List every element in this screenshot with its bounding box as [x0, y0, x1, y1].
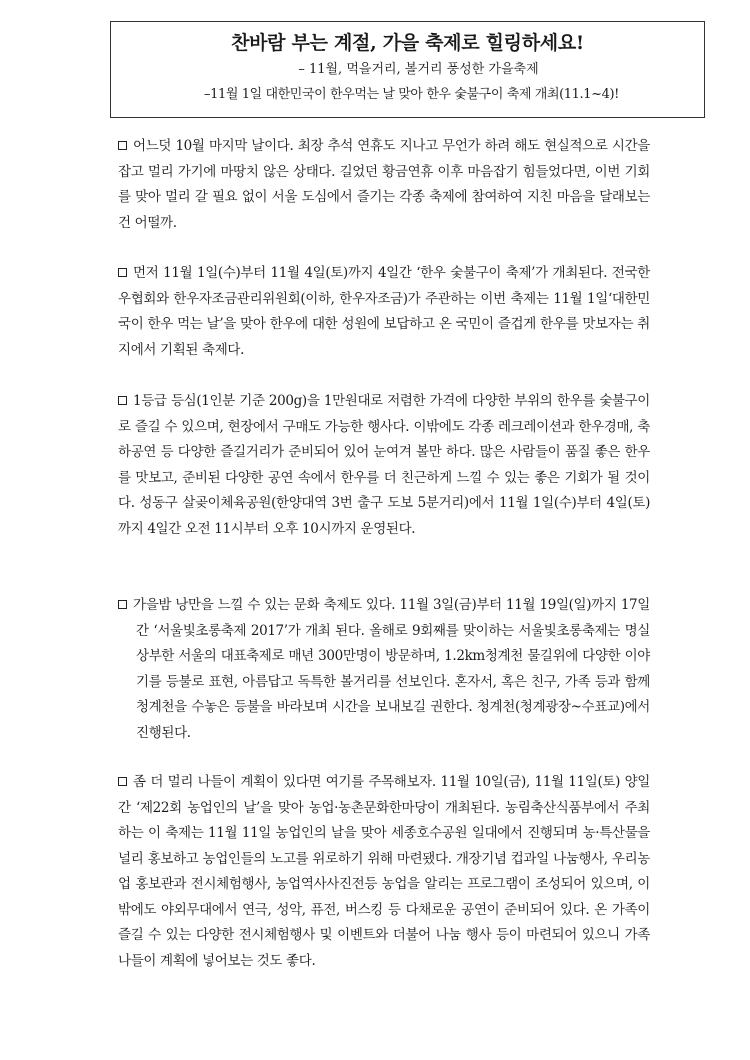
paragraph-text: 1등급 등심(1인분 기준 200g)을 1만원대로 저렴한 가격에 다양한 부위의 한우를 숯불구이로 즐길 수 있으며, 현장에서 구매도 가능한 행사다. 이밖에도 각종 레크레이션과 한우경매, 축하공연 등 다양한 즐길거리가 준비되어 있어 눈여겨 볼만 하다. 많은 사람들이 품질 좋은 한우를 맛보고, 준비된 다양한 공연 속에서 한우를 더 친근하게 느낄 수 있는 좋은 기회가 될 것이다. 성동구 살곶이체육공원(한양대역 3번 출구 도보 5분거리)에서 11월 1일(수)부터 4일(토)까지 4일간 오전 11시부터 오후 10시까지 운영된다. [118, 393, 650, 537]
headline-box [110, 21, 705, 118]
square-bullet-icon [118, 600, 127, 609]
headline-title: 찬바람 부는 계절, 가을 축제로 힐링하세요! [231, 32, 584, 54]
paragraph-2 [118, 261, 650, 363]
square-bullet-icon [118, 396, 127, 405]
paragraph-text: 먼저 11월 1일(수)부터 11월 4일(토)까지 4일간 ‘한우 숯불구이 축제’가 개최된다. 전국한우협회와 한우자조금관리위원회(이하, 한우자조금)가 주관하는 이번 축제는 11월 1일‘대한민국이 한우 먹는 날’을 맞아 한우에 대한 성원에 보답하고 온 국민이 즐겁게 한우를 맛보자는 취지에서 기획된 축제다. [118, 265, 650, 358]
square-bullet-icon [118, 268, 127, 277]
article-body [118, 134, 650, 974]
paragraph-text: 좀 더 멀리 나들이 계획이 있다면 여기를 주목해보자. 11월 10일(금), 11월 11일(토) 양일간 ‘제22회 농업인의 날’을 맞아 농업·농촌문화한마당이 개최된다. 농림축산식품부에서 주최하는 이 축제는 11월 11일 농업인의 날을 맞아 세종호수공원 일대에서 진행되며 농·특산물을 널리 홍보하고 농업인들의 노고를 위로하기 위해 마련됐다. 개장기념 컵과일 나눔행사, 우리농업 홍보관과 전시체험행사, 농업역사사진전등 농업을 알리는 프로그램이 조성되어 있으며, 이 밖에도 야외무대에서 연극, 성악, 퓨전, 버스킹 등 다채로운 공연이 준비되어 있다. 온 가족이 즐길 수 있는 다양한 전시체험행사 및 이벤트와 더불어 나눔 행사 등이 마련되어 있으니 가족 나들이 계획에 넣어보는 것도 좋다. [118, 774, 650, 969]
square-bullet-icon [118, 777, 127, 786]
paragraph-text: 어느덧 10월 마지막 날이다. 최장 추석 연휴도 지나고 무언가 하려 해도 현실적으로 시간을 잡고 멀리 가기에 마땅치 않은 상태다. 길었던 황금연휴 이후 마음잡기 힘들었다면, 이번 기회를 맞아 멀리 갈 필요 없이 서울 도심에서 즐기는 각종 축제에 참여하여 지친 마음을 달래보는 건 어떨까. [118, 138, 650, 231]
paragraph-1 [118, 134, 650, 236]
paragraph-3 [118, 389, 650, 542]
headline-subtitle-1: – 11월, 먹을거리, 볼거리 풍성한 가을축제 [298, 62, 539, 77]
paragraph-5 [118, 770, 650, 974]
headline-subtitle-2: –11월 1일 대한민국이 한우먹는 날 맞아 한우 숯불구이 축제 개최(11.1~4)! [204, 87, 619, 102]
paragraph-text: 가을밤 낭만을 느낄 수 있는 문화 축제도 있다. 11월 3일(금)부터 11월 19일(일)까지 17일간 ‘서울빛초롱축제 2017’가 개최 된다. 올해로 9회째를 맞이하는 서울빛초롱축제는 명실상부한 서울의 대표축제로 매년 300만명이 방문하며, 1.2km청계천 물길위에 다양한 이야기를 등불로 표현, 아름답고 독특한 볼거리를 선보인다. 혼자서, 혹은 친구, 가족 등과 함께 청계천을 수놓은 등불을 바라보며 시간을 보내보길 권한다. 청계천(청계광장~수표교)에서 진행된다. [133, 597, 650, 741]
paragraph-4 [118, 593, 650, 746]
square-bullet-icon [118, 141, 127, 150]
